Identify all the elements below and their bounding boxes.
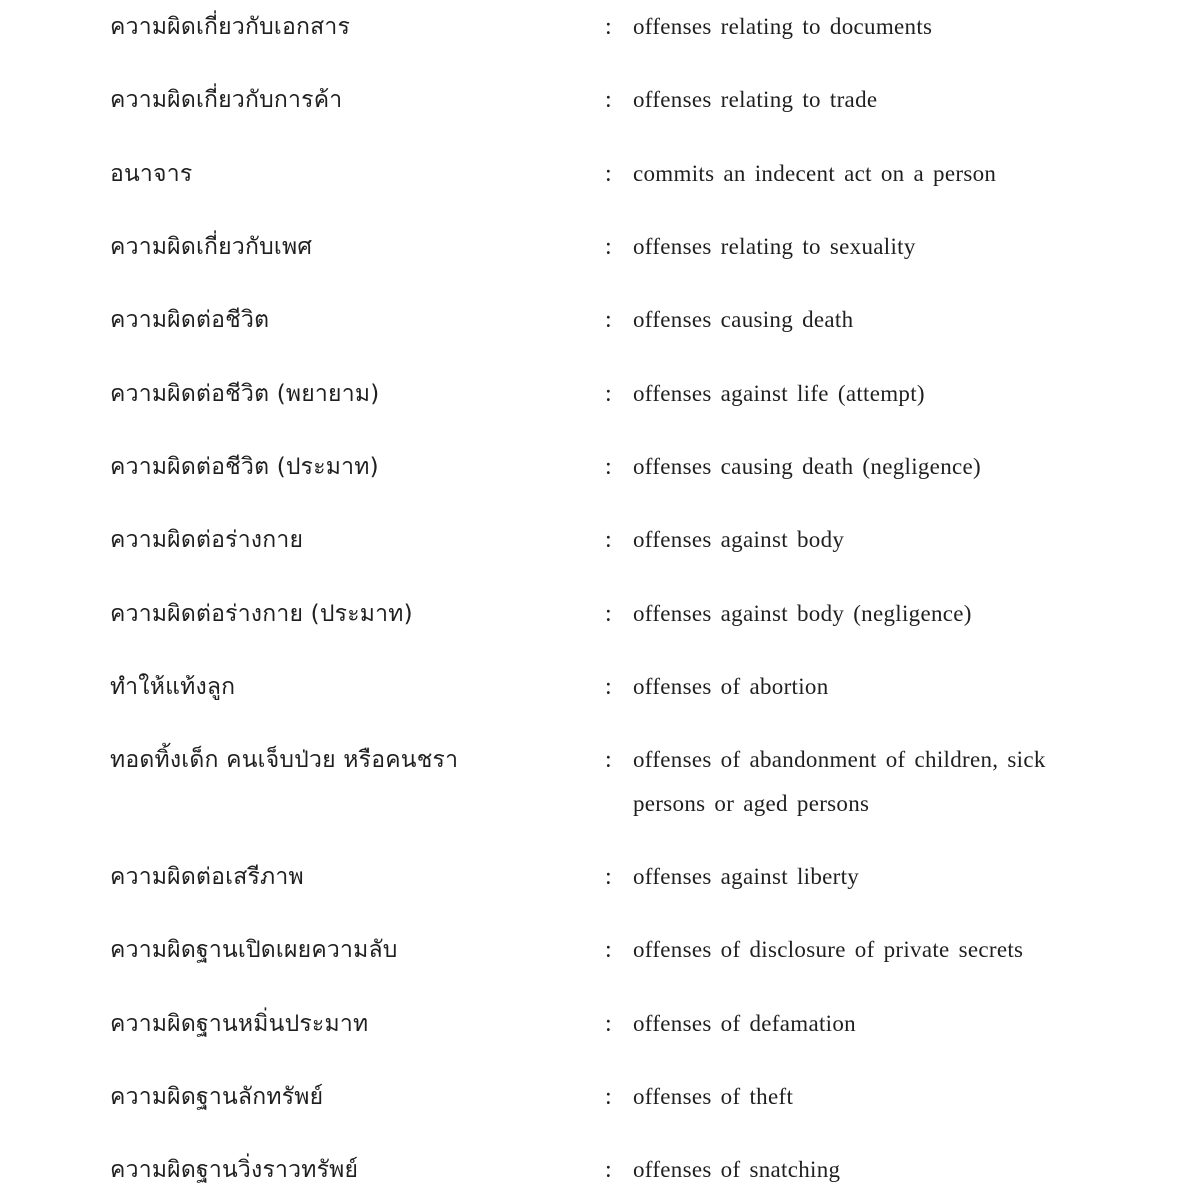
english-translation: offenses relating to documents <box>633 14 933 39</box>
english-translation: offenses of defamation <box>633 1011 856 1036</box>
separator-colon: : <box>605 307 612 333</box>
separator-colon: : <box>605 527 612 553</box>
english-translation: offenses of abandonment of children, sick persons or aged persons <box>633 747 1046 816</box>
thai-term: ความผิดเกี่ยวกับเพศ <box>110 234 313 260</box>
thai-term: ความผิดฐานวิ่งราวทรัพย์ <box>110 1157 359 1183</box>
separator-colon: : <box>605 14 612 40</box>
english-translation: offenses against life (attempt) <box>633 381 925 406</box>
separator-colon: : <box>605 381 612 407</box>
english-translation: offenses of theft <box>633 1084 794 1109</box>
separator-colon: : <box>605 747 612 773</box>
english-translation: offenses relating to trade <box>633 87 878 112</box>
separator-colon: : <box>605 674 612 700</box>
thai-term: ความผิดเกี่ยวกับการค้า <box>110 87 343 113</box>
thai-term: ความผิดฐานเปิดเผยความลับ <box>110 937 398 963</box>
english-translation: offenses relating to sexuality <box>633 234 916 259</box>
english-translation: offenses against liberty <box>633 864 860 889</box>
separator-colon: : <box>605 864 612 890</box>
thai-term: ความผิดต่อร่างกาย (ประมาท) <box>110 601 413 627</box>
thai-term: ทำให้แท้งลูก <box>110 674 236 700</box>
separator-colon: : <box>605 454 612 480</box>
separator-colon: : <box>605 161 612 187</box>
separator-colon: : <box>605 234 612 260</box>
thai-term: ความผิดต่อชีวิต <box>110 307 270 333</box>
thai-term: ความผิดต่อร่างกาย <box>110 527 304 553</box>
english-translation: offenses causing death <box>633 307 854 332</box>
english-translation: offenses against body (negligence) <box>633 601 972 626</box>
separator-colon: : <box>605 1157 612 1183</box>
english-translation: offenses causing death (negligence) <box>633 454 981 479</box>
thai-term: ทอดทิ้งเด็ก คนเจ็บป่วย หรือคนชรา <box>110 747 459 773</box>
thai-term: ความผิดเกี่ยวกับเอกสาร <box>110 14 351 40</box>
english-translation: offenses of snatching <box>633 1157 841 1182</box>
thai-term: ความผิดต่อเสรีภาพ <box>110 864 304 890</box>
thai-term: ความผิดฐานหมิ่นประมาท <box>110 1011 369 1037</box>
thai-term: ความผิดต่อชีวิต (ประมาท) <box>110 454 379 480</box>
thai-term: อนาจาร <box>110 161 193 187</box>
english-translation: offenses of disclosure of private secrets <box>633 937 1024 962</box>
separator-colon: : <box>605 937 612 963</box>
english-translation: commits an indecent act on a person <box>633 161 997 186</box>
separator-colon: : <box>605 601 612 627</box>
separator-colon: : <box>605 1084 612 1110</box>
separator-colon: : <box>605 87 612 113</box>
english-translation: offenses of abortion <box>633 674 829 699</box>
separator-colon: : <box>605 1011 612 1037</box>
english-translation: offenses against body <box>633 527 845 552</box>
thai-term: ความผิดฐานลักทรัพย์ <box>110 1084 324 1110</box>
thai-term: ความผิดต่อชีวิต (พยายาม) <box>110 381 380 407</box>
